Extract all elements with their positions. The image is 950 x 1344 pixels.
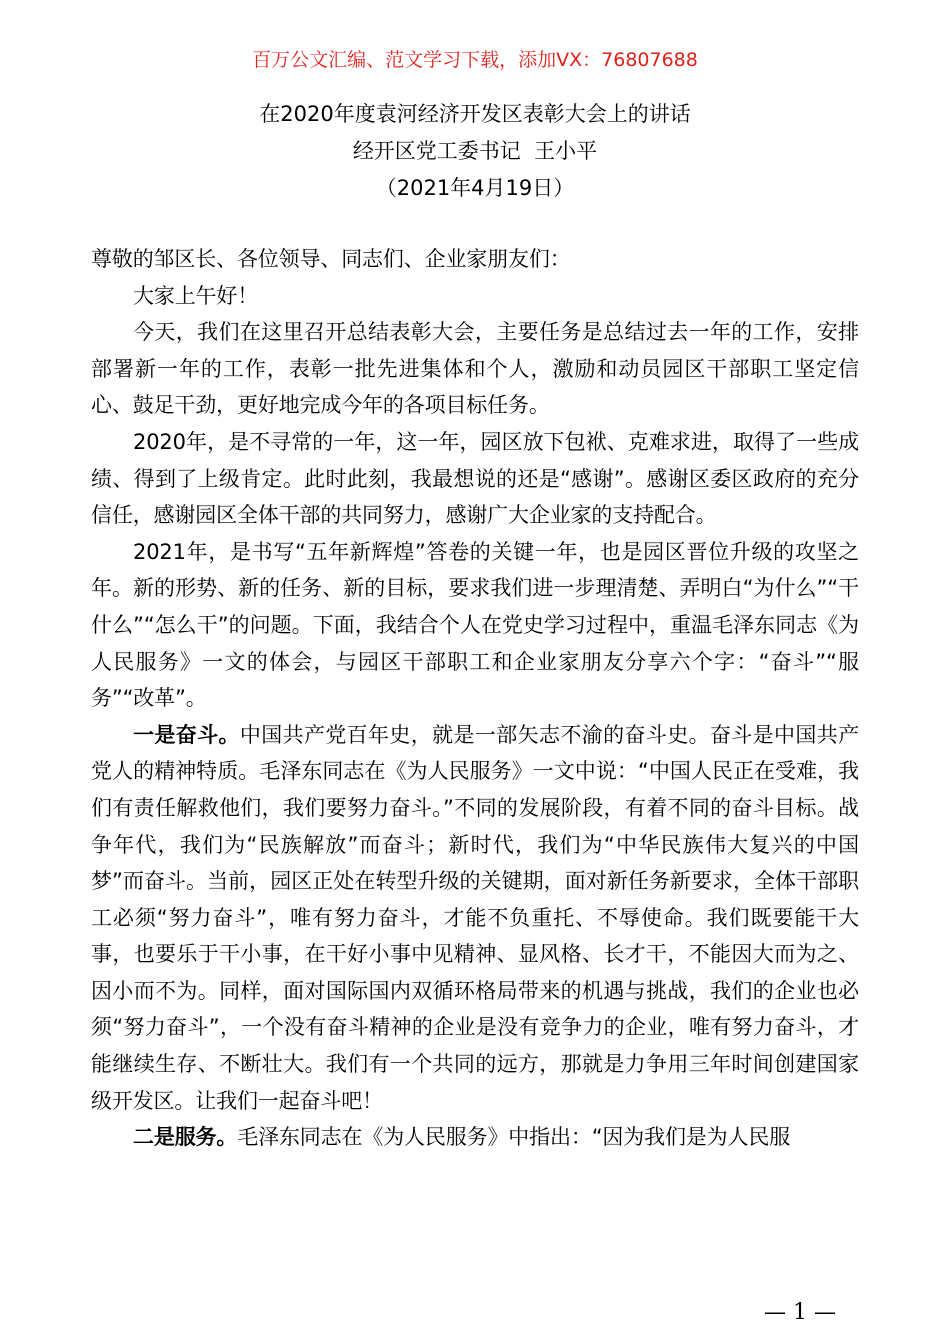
- speech-title: 在2020年度袁河经济开发区表彰大会上的讲话: [259, 102, 691, 126]
- speech-date: （2021年4月19日）: [375, 176, 575, 200]
- paragraph-5: [91, 1119, 859, 1156]
- page-number: — 1 —: [764, 1300, 836, 1325]
- section-heading-service: 二是服务。: [133, 1125, 238, 1150]
- paragraph-4-text: 中国共产党百年史，就是一部矢志不渝的奋斗史。奋斗是中国共产党人的精神特质。毛泽东同志在《为人民服务》一文中说：“中国人民正在受难，我们有责任解救他们，我们要努力奋斗。”不同的发展阶段，有着不同的奋斗目标。战争年代，我们为“民族解放”而奋斗；新时代，我们为“中华民族伟大复兴的中国梦”而奋斗。当前，园区正处在转型升级的关键期，面对新任务新要求，全体干部职工必须“努力奋斗”，唯有努力奋斗，才能不负重托、不辱使命。我们既要能干大事，也要乐于干小事，在干好小事中见精神、显风格、长才干，不能因大而为之、因小而不为。同样，面对国际国内双循环格局带来的机遇与挑战，我们的企业也必须“努力奋斗”，一个没有奋斗精神的企业是没有竞争力的企业，唯有努力奋斗，才能继续生存、不断壮大。我们有一个共同的远方，那就是力争用三年时间创建国家级开发区。让我们一起奋斗吧！: [91, 722, 859, 1113]
- document-body: [91, 241, 859, 1156]
- header-advertisement: 百万公文汇编、范文学习下载，添加VX：76807688: [252, 49, 698, 71]
- paragraph-1: 今天，我们在这里召开总结表彰大会，主要任务是总结过去一年的工作，安排部署新一年的工作，表彰一批先进集体和个人，激励和动员园区干部职工坚定信心、鼓足干劲，更好地完成今年的各项目标任务。: [91, 320, 859, 418]
- salutation: 尊敬的邹区长、各位领导、同志们、企业家朋友们：: [91, 247, 571, 271]
- paragraph-3: 2021年，是书写“五年新辉煌”答卷的关键一年，也是园区晋位升级的攻坚之年。新的形势、新的任务、新的目标，要求我们进一步理清楚、弄明白“为什么”“干什么”“怎么干”的问题。下面，我结合个人在党史学习过程中，重温毛泽东同志《为人民服务》一文的体会，与园区干部职工和企业家朋友分享六个字：“奋斗”“服务”“改革”。: [91, 539, 859, 711]
- paragraph-5-text: 毛泽东同志在《为人民服务》中指出：“因为我们是为人民服: [237, 1125, 791, 1150]
- title-block: [0, 96, 950, 207]
- section-heading-struggle: 一是奋斗。: [133, 722, 240, 747]
- paragraph-4: [91, 717, 859, 1120]
- paragraph-2: 2020年，是不寻常的一年，这一年，园区放下包袱、克难求进，取得了一些成绩、得到了上级肯定。此时此刻，我最想说的还是“感谢”。感谢区委区政府的充分信任，感谢园区全体干部的共同努力，感谢广大企业家的支持配合。: [91, 429, 859, 528]
- greeting: 大家上午好！: [133, 283, 259, 308]
- speaker-line: 经开区党工委书记 王小平: [352, 139, 598, 163]
